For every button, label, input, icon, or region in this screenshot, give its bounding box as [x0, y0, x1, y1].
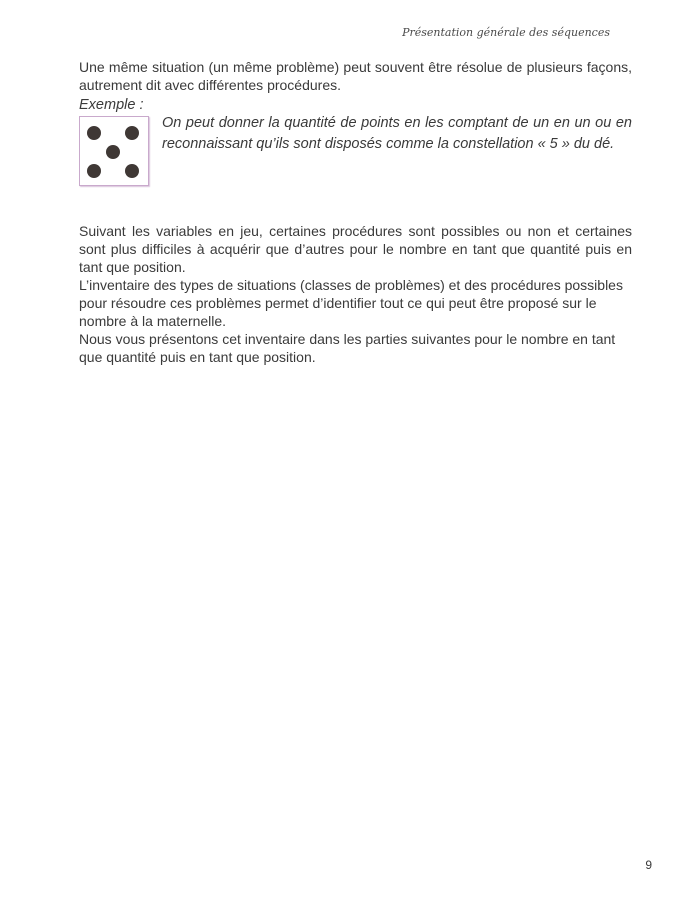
paragraph-presentation: Nous vous présentons cet inventaire dans les parties suivantes pour le nombre en tant que quantité puis en tant que position. [79, 331, 616, 365]
page-number: 9 [645, 858, 652, 872]
example-text: On peut donner la quantité de points en les comptant de un en un ou en reconnaissant qu’ils sont disposés comme la constellation « 5 » du dé. [162, 115, 632, 152]
dice-dot [87, 126, 101, 140]
example-label: Exemple : [79, 97, 144, 113]
dice-dot [87, 164, 101, 178]
example-block [79, 116, 632, 186]
running-header: Présentation générale des séquences [402, 26, 610, 39]
paragraph-inventory: L’inventaire des types de situations (classes de problèmes) et des procédures possibles pour résoudre ces problèmes permet d’identifier tout ce qui peut être proposé sur le nombre à la maternelle. [79, 277, 623, 329]
dice-dot [125, 164, 139, 178]
paragraph-variables: Suivant les variables en jeu, certaines procédures sont possibles ou non et certaines sont plus difficiles à acquérir que d’autres pour le nombre en tant que quantité puis en tant que position. [79, 223, 632, 275]
intro-paragraph: Une même situation (un même problème) peut souvent être résolue de plusieurs façons, autrement dit avec différentes procédures. [79, 59, 632, 93]
dice-dot [106, 145, 120, 159]
body-paragraphs [79, 222, 632, 366]
dice-dot [125, 126, 139, 140]
dice-five-icon [79, 116, 149, 186]
page-content [79, 58, 632, 366]
